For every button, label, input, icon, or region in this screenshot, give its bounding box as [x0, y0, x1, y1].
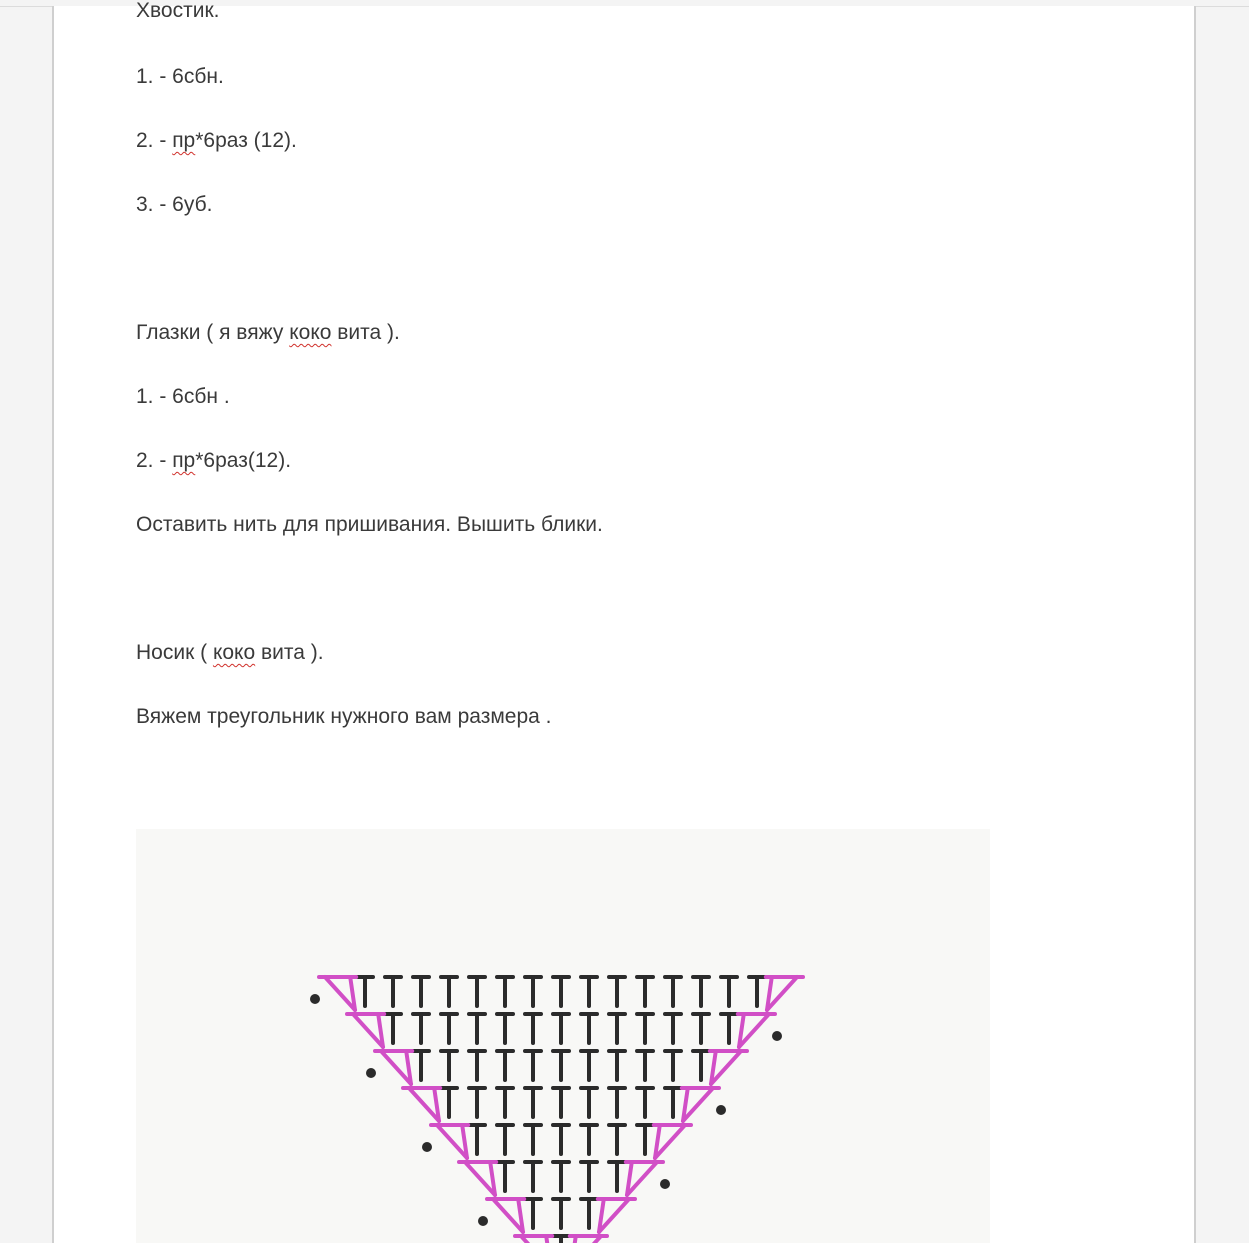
decrease-symbol-left	[431, 1125, 468, 1158]
stitch-symbol	[385, 977, 401, 1006]
stitch-symbol	[553, 1014, 569, 1043]
chain-dot	[716, 1105, 726, 1115]
document-page	[52, 0, 1196, 1243]
stitch-symbol	[525, 1051, 541, 1080]
nose-heading-prefix: Носик (	[136, 641, 213, 664]
eyes-note: Оставить нить для пришивания. Вышить блики.	[136, 513, 603, 536]
stitch-symbol	[693, 1014, 709, 1043]
chain-dot	[478, 1216, 488, 1226]
stitch-symbol	[553, 1199, 569, 1228]
stitch-symbol	[581, 1014, 597, 1043]
spellcheck-word: коко	[289, 321, 332, 344]
eyes-row-2-prefix: 2. -	[136, 449, 173, 472]
stitch-symbol	[693, 1051, 709, 1080]
stitch-symbol	[413, 977, 429, 1006]
stitch-symbol	[693, 977, 709, 1006]
tail-row-2-prefix: 2. -	[136, 129, 173, 152]
stitch-symbol	[721, 1014, 737, 1043]
stitch-symbol	[441, 1014, 457, 1043]
eyes-heading	[136, 320, 400, 346]
tail-row-1: 1. - 6сбн.	[136, 65, 224, 88]
stitch-symbol	[525, 1088, 541, 1117]
stitch-symbol	[497, 1014, 513, 1043]
stitch-symbol	[637, 1088, 653, 1117]
stitch-symbol	[553, 1088, 569, 1117]
decrease-symbol-right	[682, 1088, 719, 1121]
stitch-symbol	[553, 1125, 569, 1154]
nose-heading-suffix: вита ).	[255, 641, 324, 664]
stitch-symbol	[721, 977, 737, 1006]
stitch-symbol	[665, 1088, 681, 1117]
decrease-symbol-left	[403, 1088, 440, 1121]
decrease-symbol-left	[347, 1014, 384, 1047]
eyes-row-1: 1. - 6сбн .	[136, 385, 230, 408]
stitch-symbol	[497, 1051, 513, 1080]
stitch-symbol	[525, 977, 541, 1006]
stitch-symbol	[581, 1199, 597, 1228]
stitch-symbol	[357, 977, 373, 1006]
nose-instruction: Вяжем треугольник нужного вам размера .	[136, 705, 552, 728]
stitch-symbol	[553, 1051, 569, 1080]
stitch-symbol	[497, 1125, 513, 1154]
chain-dot	[772, 1031, 782, 1041]
eyes-heading-suffix: вита ).	[331, 321, 400, 344]
chain-dot	[310, 994, 320, 1004]
stitch-symbol	[497, 977, 513, 1006]
crochet-triangle-diagram	[136, 829, 990, 1243]
stitch-symbol	[609, 1162, 625, 1191]
tail-row-2	[136, 128, 297, 154]
stitch-symbol	[609, 1014, 625, 1043]
stitch-symbol	[469, 1014, 485, 1043]
stitch-symbol	[637, 1125, 653, 1154]
stitch-symbol	[469, 1088, 485, 1117]
stitch-symbol	[637, 977, 653, 1006]
nose-heading	[136, 640, 324, 666]
stitch-symbol	[469, 977, 485, 1006]
stitch-symbol	[497, 1088, 513, 1117]
stitch-symbol	[581, 977, 597, 1006]
stitch-symbol	[665, 1014, 681, 1043]
stitch-symbol	[609, 1125, 625, 1154]
decrease-symbol-right	[766, 977, 803, 1010]
decrease-symbol-left	[375, 1051, 412, 1084]
stitch-symbol	[525, 1125, 541, 1154]
stitch-symbol	[441, 977, 457, 1006]
spellcheck-word: пр	[172, 449, 196, 472]
decrease-symbol-left	[319, 977, 356, 1010]
stitch-symbol	[497, 1162, 513, 1191]
stitch-symbol	[469, 1051, 485, 1080]
stitch-symbol	[581, 1125, 597, 1154]
stitch-symbol	[525, 1199, 541, 1228]
stitch-symbol	[609, 1088, 625, 1117]
chain-dot	[422, 1142, 432, 1152]
stitch-symbol	[441, 1088, 457, 1117]
decrease-symbol-left	[515, 1236, 552, 1243]
tail-row-2-suffix: *6раз (12).	[195, 129, 297, 152]
stitch-symbol	[413, 1014, 429, 1043]
stitch-symbol	[637, 1051, 653, 1080]
decrease-symbol-right	[570, 1236, 607, 1243]
stitch-symbol	[553, 1236, 569, 1243]
stitch-symbol	[665, 977, 681, 1006]
crochet-diagram-image	[136, 829, 990, 1243]
stitch-symbol	[441, 1051, 457, 1080]
stitch-symbol	[665, 1051, 681, 1080]
decrease-symbol-right	[626, 1162, 663, 1195]
tail-row-3: 3. - 6уб.	[136, 193, 213, 216]
tail-heading: Хвостик.	[136, 0, 220, 22]
stitch-symbol	[581, 1051, 597, 1080]
decrease-symbol-right	[654, 1125, 691, 1158]
stitch-symbol	[553, 977, 569, 1006]
decrease-symbol-left	[487, 1199, 524, 1232]
decrease-symbol-right	[598, 1199, 635, 1232]
eyes-heading-prefix: Глазки ( я вяжу	[136, 321, 290, 344]
stitch-symbol	[525, 1162, 541, 1191]
decrease-symbol-right	[738, 1014, 775, 1047]
chain-dot	[660, 1179, 670, 1189]
stitch-symbol	[637, 1014, 653, 1043]
stitch-symbol	[469, 1125, 485, 1154]
eyes-row-2-suffix: *6раз(12).	[195, 449, 292, 472]
stitch-symbol	[609, 977, 625, 1006]
stitch-symbol	[581, 1162, 597, 1191]
stitch-symbol	[749, 977, 765, 1006]
spellcheck-word: пр	[172, 129, 196, 152]
eyes-row-2	[136, 448, 291, 474]
spellcheck-word: коко	[212, 641, 256, 664]
decrease-symbol-left	[459, 1162, 496, 1195]
stitch-symbol	[609, 1051, 625, 1080]
chain-dot	[366, 1068, 376, 1078]
stitch-symbol	[581, 1088, 597, 1117]
stitch-symbol	[413, 1051, 429, 1080]
stitch-symbol	[385, 1014, 401, 1043]
decrease-symbol-right	[710, 1051, 747, 1084]
stitch-symbol	[553, 1162, 569, 1191]
stitch-symbol	[525, 1014, 541, 1043]
